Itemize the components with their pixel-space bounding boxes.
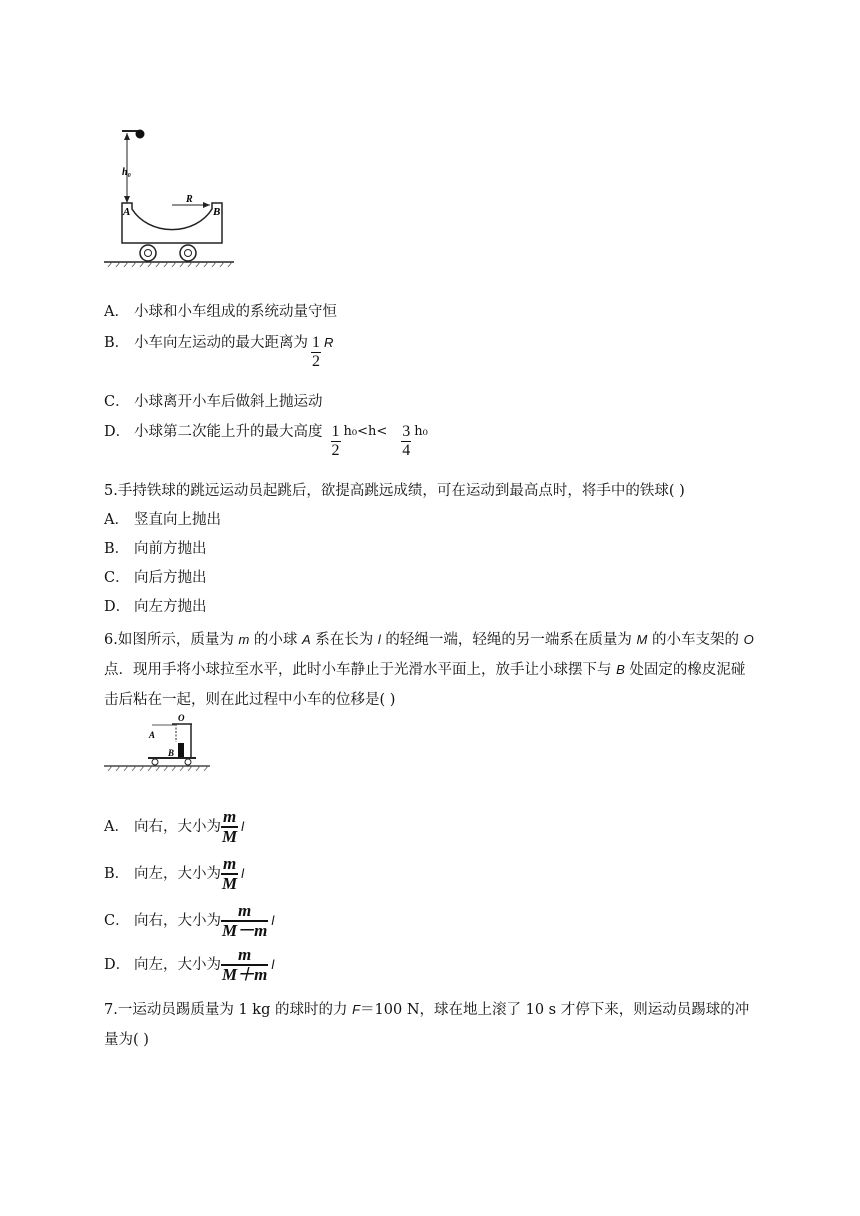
fraction: $\frac{1}{2}$ bbox=[331, 423, 340, 459]
q5-option-a: A． 竖直向上抛出 bbox=[104, 512, 221, 528]
q4-option-b: B． 小车向左运动的最大距离为 $\frac{1}{2}$ R bbox=[104, 334, 334, 370]
fraction: $\frac{m}{M+m}$ bbox=[222, 945, 268, 984]
q6-option-b: B． 向左，大小为 $\frac{m}{M}$ l bbox=[104, 854, 245, 893]
q6-option-c: C． 向右，大小为 $\frac{m}{M-m}$ l bbox=[104, 901, 275, 940]
q6-option-a: A． 向右，大小为 $\frac{m}{M}$ l bbox=[104, 807, 245, 846]
fraction: $\frac{m}{M}$ bbox=[222, 854, 238, 893]
q5-stem: 5.手持铁球的跳远运动员起跳后，欲提高跳远成绩，可在运动到最高点时，将手中的铁球( ) bbox=[104, 483, 685, 499]
O-label: O bbox=[178, 713, 185, 723]
q5-option-c: C． 向后方抛出 bbox=[104, 570, 207, 586]
q7-stem: 7.一运动员踢质量为 1 kg 的球时的力 F＝100 N，球在地上滚了 10 s 才停下来，则运动员踢球的冲 量为( ) bbox=[104, 1002, 750, 1048]
figure-cart-semicircle bbox=[100, 125, 240, 270]
R-label: R bbox=[186, 194, 193, 205]
A-label: A bbox=[123, 206, 131, 218]
B-label-2: B bbox=[168, 748, 175, 758]
fraction: $\frac{3}{4}$ bbox=[402, 423, 411, 459]
A-label-2: A bbox=[149, 730, 156, 740]
figure-cart-pendulum bbox=[100, 712, 215, 776]
B-label: B bbox=[213, 206, 221, 218]
fraction: $\frac{m}{M}$ bbox=[222, 807, 238, 846]
q5-option-b: B． 向前方抛出 bbox=[104, 541, 207, 557]
q4-option-c: C． 小球离开小车后做斜上抛运动 bbox=[104, 394, 323, 410]
fraction: $\frac{m}{M-m}$ bbox=[222, 901, 268, 940]
q5-option-d: D． 向左方抛出 bbox=[104, 599, 207, 615]
q4-option-d: D． 小球第二次能上升的最大高度 $\frac{1}{2}$ h₀<h< $\frac{3}{4}$ h₀ bbox=[104, 423, 428, 459]
fraction: $\frac{1}{2}$ bbox=[312, 334, 320, 370]
q6-option-d: D． 向左，大小为 $\frac{m}{M+m}$ l bbox=[104, 945, 275, 984]
q4-option-a: A． 小球和小车组成的系统动量守恒 bbox=[104, 304, 337, 320]
q6-stem: 6.如图所示，质量为 m 的小球 A 系在长为 l 的轻绳一端，轻绳的另一端系在质量为 M 的小车支架的 O 点．现用手将小球拉至水平，此时小车静止于光滑水平面上，放手让小球摆下与 B 处固定的橡皮泥碰击后粘在一起，则在此过程中小车的位移是( ) bbox=[104, 632, 754, 708]
h0-label: h₀ bbox=[122, 167, 132, 178]
